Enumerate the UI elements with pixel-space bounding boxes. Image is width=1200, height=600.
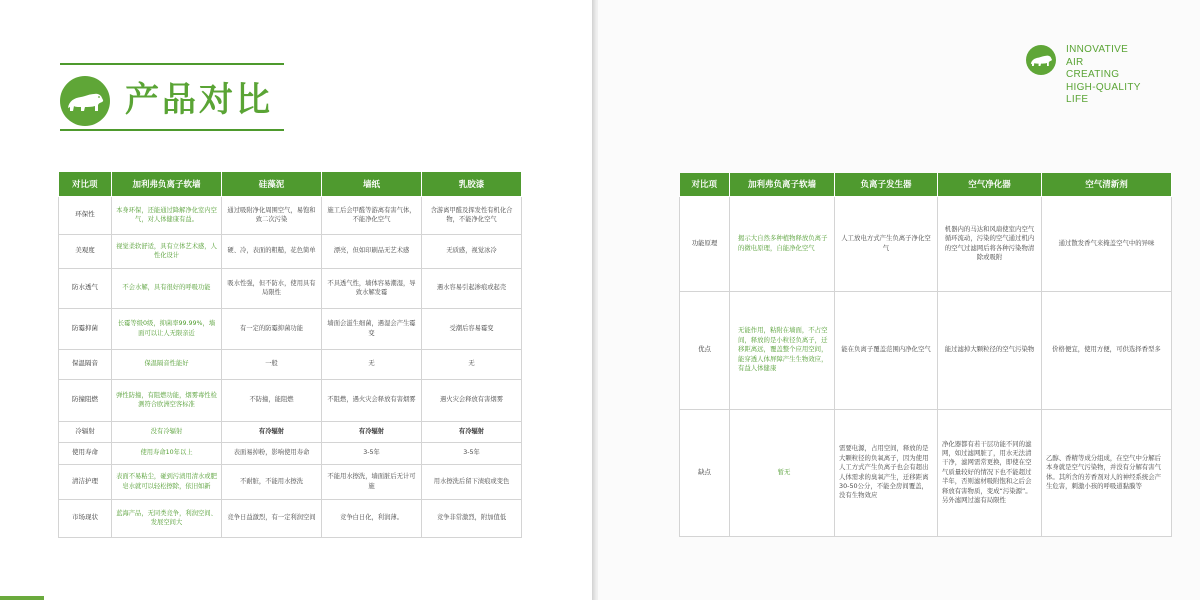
table-cell: 无能作用，粘附在墙面，不占空间，释放的是小粒径负离子，迁移距离远，覆盖整个应用空间，能穿透人体屏障产生生物效应，有益人体健康 bbox=[730, 291, 835, 409]
table-cell: 乙醇、香精等成分组成，在空气中分解后本身就是空气污染物，并没有分解有害气体。其所含的芳香剂对人的神经系统会产生危害，刺激小孩的呼吸道黏膜等 bbox=[1042, 409, 1172, 536]
table-header-row bbox=[59, 172, 522, 196]
table-cell: 一般 bbox=[222, 349, 322, 379]
table-row bbox=[59, 234, 522, 268]
table-row bbox=[680, 409, 1172, 536]
table-cell: 硬、冷，表面的粗糙，花色简单 bbox=[222, 234, 322, 268]
table-row bbox=[59, 421, 522, 442]
table-cell: 有冷辐射 bbox=[222, 421, 322, 442]
title-bottom-rule bbox=[60, 129, 284, 131]
table-row bbox=[59, 442, 522, 464]
table-cell: 3-5年 bbox=[322, 442, 422, 464]
table-cell: 施工后会甲醛等游离有害气体，不能净化空气 bbox=[322, 196, 422, 234]
table-cell: 没有冷辐射 bbox=[112, 421, 222, 442]
table-cell: 遇水容易引起渗痕或起壳 bbox=[422, 268, 522, 308]
table-cell: 不能用水擦洗，墙面脏后无计可施 bbox=[322, 464, 422, 499]
table-cell: 长霉等级0级，抑菌率99.99%，墙面可以让人无限亲近 bbox=[112, 308, 222, 349]
table-row bbox=[59, 308, 522, 349]
table-header-row bbox=[680, 173, 1172, 196]
table-cell: 竞争日益激烈，有一定利润空间 bbox=[222, 499, 322, 537]
row-label: 保温隔音 bbox=[59, 349, 112, 379]
table-cell: 表面易掉粉，影响使用寿命 bbox=[222, 442, 322, 464]
polar-bear-logo-icon bbox=[60, 76, 110, 126]
table-cell: 能过滤掉大颗粒径的空气污染物 bbox=[938, 291, 1042, 409]
row-label: 清洁护理 bbox=[59, 464, 112, 499]
table-cell: 净化器都有若干层功能不同的滤网，如过滤网脏了，用水无法清干净，滤网需常更换，即使在空气质量较好的情况下也不能超过半年，否则滤材吸附饱和之后会释放有害物质，变成“污染源”。另外滤网过滤有局限性 bbox=[938, 409, 1042, 536]
table-cell: 竞争非常激烈，附加值低 bbox=[422, 499, 522, 537]
table-cell: 通过散发香气来掩盖空气中的异味 bbox=[1042, 196, 1172, 291]
table-cell: 无 bbox=[422, 349, 522, 379]
column-header: 硅藻泥 bbox=[222, 172, 322, 196]
corner-mark bbox=[0, 596, 44, 600]
table-row bbox=[59, 499, 522, 537]
row-label: 防撞阻燃 bbox=[59, 379, 112, 421]
row-label: 缺点 bbox=[680, 409, 730, 536]
table-row bbox=[59, 379, 522, 421]
table-cell: 漂亮，但如印刷品无艺术感 bbox=[322, 234, 422, 268]
table-cell: 不防撞，能阻燃 bbox=[222, 379, 322, 421]
row-label: 防水透气 bbox=[59, 268, 112, 308]
table-cell: 使用寿命10年以上 bbox=[112, 442, 222, 464]
table-cell: 视觉柔软舒适，具有立体艺术感，人性化设计 bbox=[112, 234, 222, 268]
slogan-line: INNOVATIVE bbox=[1066, 44, 1129, 55]
table-cell: 不耐脏，不能用水擦洗 bbox=[222, 464, 322, 499]
table-row bbox=[59, 268, 522, 308]
table-cell: 有冷辐射 bbox=[422, 421, 522, 442]
table-cell: 通过吸附净化周围空气，易饱和致二次污染 bbox=[222, 196, 322, 234]
table-cell: 受潮后容易霉变 bbox=[422, 308, 522, 349]
table-cell: 价格便宜，使用方便，可供选择香型多 bbox=[1042, 291, 1172, 409]
table-cell: 表面不易粘尘，碰到污渍用清水或肥皂水就可以轻松擦除，依旧如新 bbox=[112, 464, 222, 499]
table-cell: 含游离甲醛及挥发性有机化合物，不能净化空气 bbox=[422, 196, 522, 234]
row-label: 市场现状 bbox=[59, 499, 112, 537]
slogan-line: CREATING bbox=[1066, 69, 1120, 81]
row-label: 环保性 bbox=[59, 196, 112, 234]
table-cell: 用水擦洗后留下渍痕或变色 bbox=[422, 464, 522, 499]
table-cell: 弹性防撞，有阻燃功能，烟雾毒性检测符合欧洲空客标准 bbox=[112, 379, 222, 421]
table-cell: 机器内的马达和风扇使室内空气循环流动，污染的空气通过机内的空气过滤网后将各种污染物清除或吸附 bbox=[938, 196, 1042, 291]
title-top-rule bbox=[60, 63, 284, 65]
row-label: 防霉抑菌 bbox=[59, 308, 112, 349]
column-header: 加利弗负离子软墙 bbox=[730, 173, 835, 196]
table-cell: 人工放电方式产生负离子净化空气 bbox=[835, 196, 938, 291]
table-cell: 无 bbox=[322, 349, 422, 379]
comparison-table-right bbox=[679, 173, 1172, 537]
table-cell: 保温隔音性能好 bbox=[112, 349, 222, 379]
column-header: 负离子发生器 bbox=[835, 173, 938, 196]
table-cell: 无质感，视觉冰冷 bbox=[422, 234, 522, 268]
column-header: 加利弗负离子软墙 bbox=[112, 172, 222, 196]
row-label: 美观度 bbox=[59, 234, 112, 268]
column-header: 墙纸 bbox=[322, 172, 422, 196]
row-label: 冷辐射 bbox=[59, 421, 112, 442]
table-cell: 3-5年 bbox=[422, 442, 522, 464]
page-title: 产品对比 bbox=[125, 80, 273, 120]
table-cell: 暂无 bbox=[730, 409, 835, 536]
table-cell: 蓝海产品，无同类竞争，利润空间、发展空间大 bbox=[112, 499, 222, 537]
table-cell: 墙面会滋生细菌，遇湿会产生霉变 bbox=[322, 308, 422, 349]
slogan-line: AIR bbox=[1066, 56, 1084, 68]
brand-slogan bbox=[1066, 44, 1176, 107]
table-row bbox=[680, 291, 1172, 409]
column-header: 乳胶漆 bbox=[422, 172, 522, 196]
table-cell: 有一定的防霉抑菌功能 bbox=[222, 308, 322, 349]
table-cell: 不阻燃，遇火灾会释放有害烟雾 bbox=[322, 379, 422, 421]
polar-bear-brand-icon bbox=[1026, 45, 1056, 75]
table-cell: 竞争白日化，利润薄。 bbox=[322, 499, 422, 537]
column-header: 空气清新剂 bbox=[1042, 173, 1172, 196]
table-row bbox=[59, 349, 522, 379]
table-cell: 有冷辐射 bbox=[322, 421, 422, 442]
row-label: 功能原理 bbox=[680, 196, 730, 291]
table-cell: 能在负离子覆盖范围内净化空气 bbox=[835, 291, 938, 409]
table-row bbox=[680, 196, 1172, 291]
table-row bbox=[59, 464, 522, 499]
column-header: 对比项 bbox=[59, 172, 112, 196]
table-cell: 不具透气性，墙体容易潮湿，导致水解发霉 bbox=[322, 268, 422, 308]
table-cell: 吸水性强，但不防水，使用具有局限性 bbox=[222, 268, 322, 308]
table-cell: 本身环保，还能通过降解净化室内空气，对人体健康有益。 bbox=[112, 196, 222, 234]
comparison-table-left bbox=[58, 172, 522, 538]
table-row bbox=[59, 196, 522, 234]
row-label: 优点 bbox=[680, 291, 730, 409]
column-header: 空气净化器 bbox=[938, 173, 1042, 196]
left-page bbox=[0, 0, 596, 600]
table-cell: 不会水解，具有很好的呼吸功能 bbox=[112, 268, 222, 308]
row-label: 使用寿命 bbox=[59, 442, 112, 464]
table-cell: 遇火灾会释放有害烟雾 bbox=[422, 379, 522, 421]
column-header: 对比项 bbox=[680, 173, 730, 196]
table-cell: 揭示大自然多种植物释放负离子的微电原理，自能净化空气 bbox=[730, 196, 835, 291]
slogan-line: LIFE bbox=[1066, 94, 1089, 106]
table-cell: 需要电源，占用空间，释放的是大颗粒径的负氧离子，因为使用人工方式产生负离子也会有超出人体需求的臭氧产生，迁移距离30-50公分，不能全房间覆盖，没有生物效应 bbox=[835, 409, 938, 536]
slogan-line: HIGH-QUALITY bbox=[1066, 81, 1141, 93]
